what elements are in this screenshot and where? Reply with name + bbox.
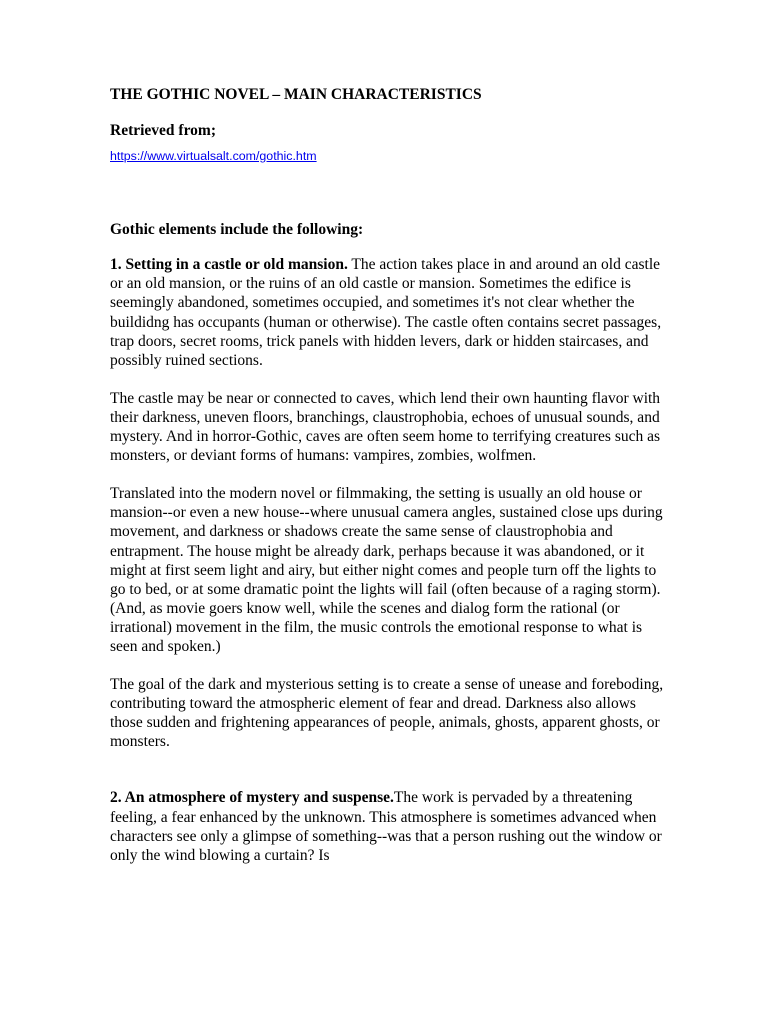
paragraph-caves: The castle may be near or connected to caves, which lend their own haunting flavor with their darkness, uneven floors, branchings, claustrophobia, echoes of unusual sounds, and mystery. And in horror-Gothic, caves are often seem home to terrifying creatures such as monsters, or deviant forms of humans: vampires, zombies, wolfmen. bbox=[110, 389, 661, 465]
paragraph-lead: 1. Setting in a castle or old mansion. bbox=[110, 256, 348, 274]
paragraph-goal: The goal of the dark and mysterious setting is to create a sense of unease and foreboding, contributing toward the atmospheric element of fear and dread. Darkness also allows those sudden and frightening appearances of people, animals, ghosts, apparent ghosts, or monsters. bbox=[110, 676, 664, 751]
paragraph-text: The work is pervaded by a threatening feeling, a fear enhanced by the unknown. This atmosphere is sometimes advanced when characters see only a glimpse of something--was that a person rushing out the window or only the wind blowing a curtain? Is bbox=[110, 789, 662, 864]
paragraph-text: The action takes place in and around an old castle or an old mansion, or the ruins of an old castle or mansion. Sometimes the edifice is seemingly abandoned, sometimes occupied, and sometimes it's not clear whether the buildidng has occupants (human or otherwise). The castle often contains secret passages, trap doors, secret rooms, trick panels with hidden levers, dark or hidden staircases, and possibly ruined sections. bbox=[110, 256, 662, 369]
document-page bbox=[110, 84, 670, 865]
document-title: THE GOTHIC NOVEL – MAIN CHARACTERISTICS bbox=[110, 86, 482, 103]
paragraph-setting bbox=[110, 255, 670, 370]
source-url-link[interactable]: https://www.virtualsalt.com/gothic.htm bbox=[110, 149, 317, 164]
retrieved-from-label: Retrieved from; bbox=[110, 122, 217, 139]
paragraph-modern-setting: Translated into the modern novel or filmmaking, the setting is usually an old house or mansion--or even a new house--where unusual camera angles, sustained close ups during movement, and darkness or shadows create the same sense of claustrophobia and entrapment. The house might be already dark, perhaps because it was abandoned, or it might at first seem light and airy, but either night comes and people turn off the lights to go to bed, or at some dramatic point the lights will fail (often because of a raging storm). (And, as movie goers know well, while the scenes and dialog form the rational (or irrational) movement in the film, the music controls the emotional response to what is seen and spoken.) bbox=[110, 485, 663, 655]
paragraph-lead: 2. An atmosphere of mystery and suspense. bbox=[110, 789, 394, 807]
section-heading: Gothic elements include the following: bbox=[110, 221, 364, 239]
paragraph-atmosphere bbox=[110, 788, 670, 864]
